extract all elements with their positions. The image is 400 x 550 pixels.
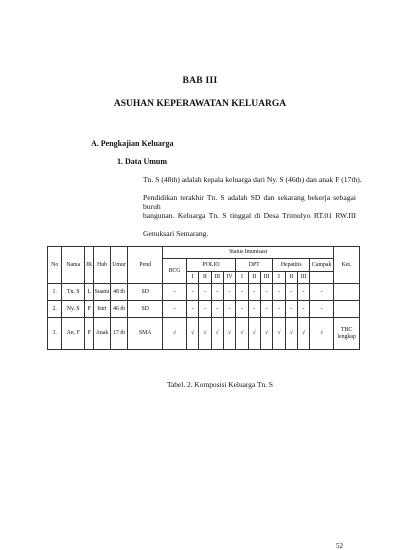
- cell-umur: 46 th: [110, 301, 127, 318]
- table-row: [48, 301, 360, 318]
- paragraph-line-1: Tn. S (48th) adalah kepala keluarga dari Ny. S (46th) dan anak F (17th).: [143, 175, 362, 184]
- cell-hub: Anak: [94, 318, 110, 350]
- cell-polio-1: √: [186, 318, 198, 350]
- cell-hep-2: √: [285, 318, 297, 350]
- section-heading: A. Pengkajian Keluarga: [91, 139, 174, 148]
- cell-polio-1: -: [186, 284, 198, 301]
- cell-no: 1.: [48, 284, 62, 301]
- cell-dpt-1: √: [236, 318, 248, 350]
- table-row: [48, 284, 360, 301]
- cell-ket: TBC lengkap: [334, 318, 360, 350]
- header-hep-1: I: [273, 272, 285, 284]
- cell-hep-1: √: [273, 318, 285, 350]
- header-polio-2: II: [199, 272, 211, 284]
- cell-campak: √: [310, 318, 334, 350]
- cell-ket: [334, 301, 360, 318]
- header-polio-3: III: [211, 272, 223, 284]
- cell-polio-1: -: [186, 301, 198, 318]
- cell-bcg: -: [163, 301, 187, 318]
- cell-hep-3: -: [297, 284, 309, 301]
- cell-polio-3: -: [211, 284, 223, 301]
- cell-umur: 48 th: [110, 284, 127, 301]
- cell-hep-3: √: [297, 318, 309, 350]
- subsection-heading: 1. Data Umum: [117, 157, 167, 166]
- cell-no: 3.: [48, 318, 62, 350]
- cell-dpt-2: √: [248, 318, 260, 350]
- cell-polio-4: -: [223, 284, 235, 301]
- cell-nama: An. F: [62, 318, 85, 350]
- cell-polio-4: -: [223, 301, 235, 318]
- cell-hub: Suami: [94, 284, 110, 301]
- cell-campak: -: [310, 301, 334, 318]
- header-no: No: [48, 247, 62, 284]
- header-dpt: DPT: [236, 259, 273, 272]
- cell-dpt-1: -: [236, 284, 248, 301]
- page-number: 52: [336, 542, 343, 550]
- cell-dpt-3: √: [260, 318, 272, 350]
- cell-bcg: -: [163, 284, 187, 301]
- header-dpt-2: II: [248, 272, 260, 284]
- header-ket: Ket.: [334, 247, 360, 284]
- cell-polio-2: √: [199, 318, 211, 350]
- header-hep-2: II: [285, 272, 297, 284]
- cell-ket: [334, 284, 360, 301]
- header-status-imunisasi: Status Imunisasi: [163, 247, 334, 259]
- cell-hub: Istri: [94, 301, 110, 318]
- family-composition-table: [47, 246, 360, 350]
- cell-nama: Tn. S: [62, 284, 85, 301]
- cell-dpt-2: -: [248, 284, 260, 301]
- cell-pend: SD: [128, 301, 163, 318]
- cell-pend: SMA: [128, 318, 163, 350]
- header-campak-dose: [310, 272, 334, 284]
- cell-dpt-1: -: [236, 301, 248, 318]
- cell-hep-1: -: [273, 284, 285, 301]
- header-polio: POLIO: [186, 259, 235, 272]
- cell-hep-1: -: [273, 301, 285, 318]
- cell-dpt-3: -: [260, 284, 272, 301]
- cell-jk: P: [85, 318, 94, 350]
- header-dpt-3: III: [260, 272, 272, 284]
- cell-pend: SD: [128, 284, 163, 301]
- header-dpt-1: I: [236, 272, 248, 284]
- header-bcg: BCG: [163, 259, 187, 284]
- chapter-title: ASUHAN KEPERAWATAN KELUARGA: [113, 99, 287, 109]
- header-pend: Pend: [128, 247, 163, 284]
- cell-polio-2: -: [199, 284, 211, 301]
- cell-hep-3: -: [297, 301, 309, 318]
- cell-polio-2: -: [199, 301, 211, 318]
- header-polio-1: I: [186, 272, 198, 284]
- chapter-heading: BAB III: [182, 76, 218, 86]
- header-umur: Umur: [110, 247, 127, 284]
- cell-hep-2: -: [285, 301, 297, 318]
- cell-umur: 17 th: [110, 318, 127, 350]
- cell-jk: L: [85, 284, 94, 301]
- cell-polio-3: -: [211, 301, 223, 318]
- cell-bcg: √: [163, 318, 187, 350]
- header-hepatitis: Hepatitis: [273, 259, 310, 272]
- cell-hep-2: -: [285, 284, 297, 301]
- paragraph-line-4: Genuksari Semarang.: [143, 229, 209, 238]
- paragraph-line-2: Pendidikan terakhir Tn. S adalah SD dan sekarang bekerja sebagai buruh: [143, 193, 356, 211]
- paragraph-line-3: bangunan. Keluarga Tn. S tinggal di Desa Trimulyo RT.01 RW.III: [143, 211, 356, 220]
- cell-no: 2.: [48, 301, 62, 318]
- cell-polio-4: √: [223, 318, 235, 350]
- cell-dpt-3: -: [260, 301, 272, 318]
- table-caption: Tabel. 2. Komposisi Keluarga Tn. S: [167, 380, 273, 389]
- cell-jk: P: [85, 301, 94, 318]
- cell-campak: -: [310, 284, 334, 301]
- table-row: [48, 318, 360, 350]
- cell-polio-3: √: [211, 318, 223, 350]
- cell-nama: Ny. S: [62, 301, 85, 318]
- cell-dpt-2: -: [248, 301, 260, 318]
- header-campak: Campak: [310, 259, 334, 272]
- header-polio-4: IV: [223, 272, 235, 284]
- header-hep-3: III: [297, 272, 309, 284]
- header-nama: Nama: [62, 247, 85, 284]
- header-jk: JK: [85, 247, 94, 284]
- header-hub: Hub: [94, 247, 110, 284]
